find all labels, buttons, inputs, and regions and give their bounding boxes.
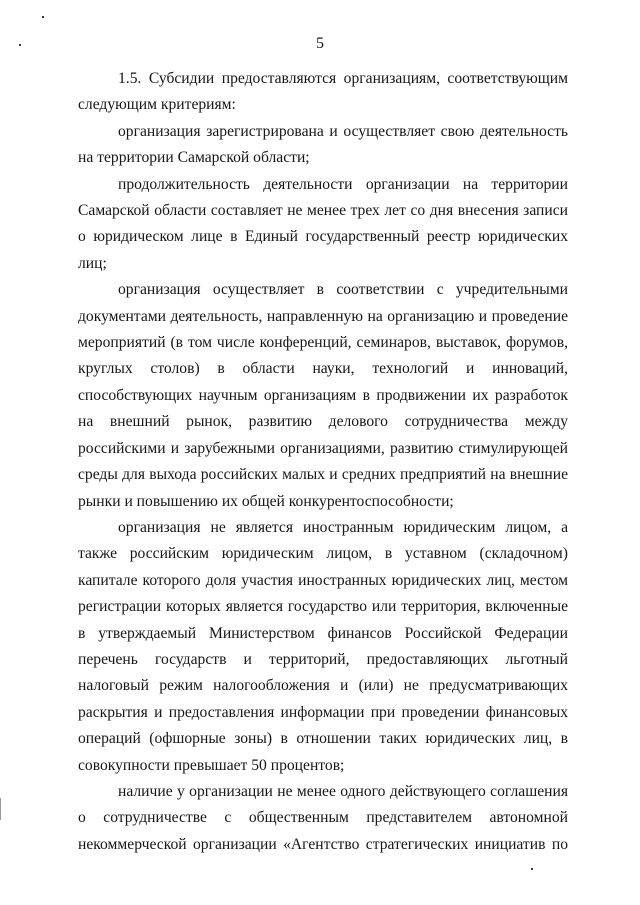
paragraph-foreign-entity: организация не является иностранным юридическим лицом, а также российским юридическим лицом, в уставном (складочном) капитале которого доля участия иностранных юридических лиц, местом регистрации которых является государство или территория, включенные в утверждаемый Министерством финансов Российской Федерации перечень государств и территорий, предоставляющих льготный налоговый режим налогообложения и (или) не предусматривающих раскрытия и предоставления информации при проведении финансовых операций (офшорные зоны) в отношении таких юридических лиц, в совокупности превышает 50 процентов;: [78, 518, 568, 774]
document-body: [78, 66, 568, 858]
scan-speck-top-left: [42, 16, 44, 18]
page-number: 5: [316, 35, 324, 52]
paragraph-agreement: наличие у организации не менее одного действующего соглашения о сотрудничестве с общественным представителем автономной некоммерческой организации «Агентство стратегических инициатив по: [78, 782, 568, 853]
scan-edge-line-left: [0, 798, 1, 820]
paragraph-criteria-intro: 1.5. Субсидии предоставляются организациям, соответствующим следующим критериям:: [78, 70, 568, 114]
paragraph-registration: организация зарегистрирована и осуществляет свою деятельность на территории Самарской области;: [78, 122, 568, 167]
scan-speck-bottom-right: [531, 868, 533, 870]
paragraph-duration: продолжительность деятельности организации на территории Самарской области составляет не менее трех лет со дня внесения записи о юридическом лице в Единый государственный реестр юридических лиц;: [78, 175, 568, 272]
paragraph-activities: организация осуществляет в соответствии с учредительными документами деятельность, направленную на организацию и проведение мероприятий (в том числе конференций, семинаров, выставок, форумов, круглых столов) в области науки, технологий и инноваций, способствующих научным организациям в продвижении их разработок на внешний рынок, развитию делового сотрудничества между российскими и зарубежными организациями, развитию стимулирующей среды для выхода российских малых и средних предприятий на внешние рынки и повышению их общей конкурентоспособности;: [78, 281, 568, 510]
